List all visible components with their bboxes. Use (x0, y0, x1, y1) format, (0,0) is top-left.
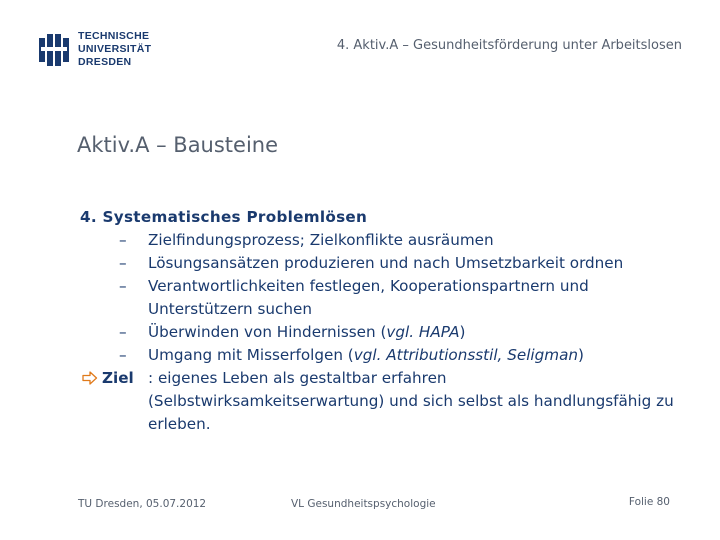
conclusion-label: Ziel (102, 369, 134, 387)
conclusion-text: : eigenes Leben als gestaltbar erfahren (Selbstwirksamkeitserwartung) und sich selbst als handlungsfähig zu erleben. (148, 369, 674, 433)
logo-line-1: TECHNISCHE (78, 30, 150, 42)
bullet-item (80, 229, 680, 252)
bullet-text: Lösungsansätzen produzieren und nach Umsetzbarkeit ordnen (148, 254, 624, 272)
bullet-list (80, 229, 680, 367)
footer-course: VL Gesundheitspsychologie (291, 498, 436, 510)
bullet-marker: – (119, 323, 127, 341)
bullet-marker: – (119, 254, 127, 272)
bullet-marker: – (119, 277, 127, 295)
logo-wordmark (78, 30, 151, 69)
footer-date: TU Dresden, 05.07.2012 (78, 498, 207, 510)
header-title: 4. Aktiv.A – Gesundheitsförderung unter Arbeitslosen (336, 38, 682, 53)
bullet-text: Verantwortlichkeiten festlegen, Kooperationspartnern und Unterstützern suchen (148, 277, 589, 318)
slide-content (80, 206, 680, 436)
logo-line-3: DRESDEN (78, 56, 132, 68)
bullet-text: Zielfindungsprozess; Zielkonflikte ausräumen (148, 231, 494, 249)
conclusion (80, 367, 680, 436)
bullet-item (80, 344, 680, 367)
bullet-item (80, 275, 680, 321)
tu-dresden-logo (38, 30, 163, 74)
bullet-text: Umgang mit Misserfolgen ( (148, 346, 354, 364)
bullet-marker: – (119, 231, 127, 249)
bullet-item (80, 321, 680, 344)
bullet-reference: vgl. Attributionsstil, Seligman (353, 346, 579, 364)
bullet-suffix: ) (459, 323, 466, 341)
slide-title: Aktiv.A – Bausteine (77, 133, 279, 157)
bullet-marker: – (119, 346, 127, 364)
footer-slide-number: Folie 80 (628, 496, 670, 508)
bullet-suffix: ) (578, 346, 584, 364)
logo-line-2: UNIVERSITÄT (78, 43, 152, 55)
section-heading: 4. Systematisches Problemlösen (80, 208, 368, 226)
bullet-reference: vgl. HAPA (386, 323, 460, 341)
arrow-right-icon (82, 367, 98, 390)
bullet-item (80, 252, 680, 275)
bullet-text: Überwinden von Hindernissen ( (148, 323, 387, 341)
tu-dresden-emblem-icon (38, 32, 72, 68)
